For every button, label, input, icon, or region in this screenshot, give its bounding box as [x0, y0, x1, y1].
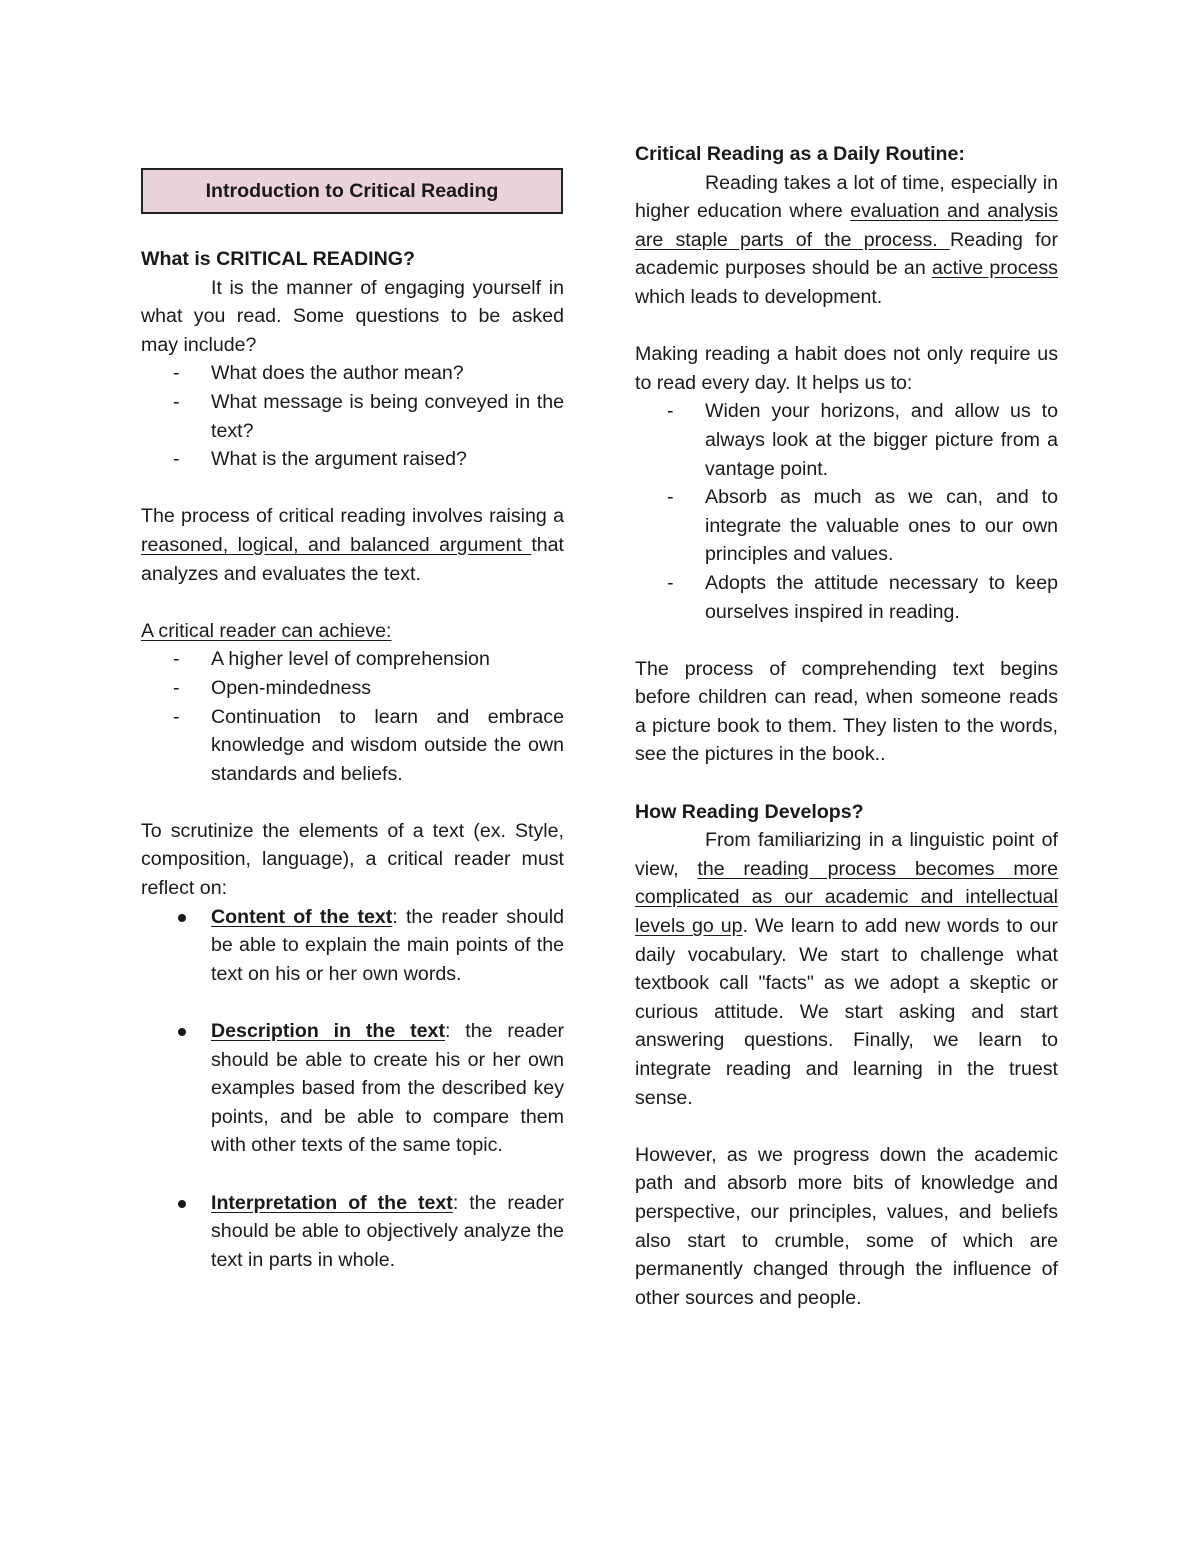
scrutinize-paragraph: To scrutinize the elements of a text (ex. Style, composition, language), a critical reader must reflect on:	[141, 819, 564, 900]
process-paragraph: The process of critical reading involves raising a reasoned, logical, and balanced argument that analyzes and evaluates the text.	[141, 505, 564, 585]
list-item: - What message is being conveyed in the text?	[173, 390, 564, 442]
list-item: - Open-mindedness	[173, 676, 372, 699]
bullet-icon	[178, 1200, 186, 1208]
habit-paragraph: Making reading a habit does not only require us to read every day. It helps us to:	[635, 343, 1058, 394]
list-item: - Adopts the attitude necessary to keep ourselves inspired in reading.	[667, 571, 1058, 623]
intro-paragraph: It is the manner of engaging yourself in what you read. Some questions to be asked may include?	[141, 276, 564, 356]
list-item: - Absorb as much as we can, and to integrate the valuable ones to our own principles and values.	[667, 486, 1058, 566]
habit-list	[635, 397, 1058, 626]
however-paragraph: However, as we progress down the academic path and absorb more bits of knowledge and perspective, our principles, values, and beliefs also start to crumble, some of which are permanently changed through the influence of other sources and people.	[635, 1143, 1058, 1309]
list-item: - A higher level of comprehension	[173, 648, 490, 671]
list-item: Description in the text: the reader should be able to create his or her own examples based from the described key points, and be able to compare them with other texts of the same topic.	[141, 1017, 564, 1160]
list-item: - What is the argument raised?	[173, 448, 467, 471]
section-heading-develops: How Reading Develops?	[635, 800, 864, 823]
section-heading-routine: Critical Reading as a Daily Routine:	[635, 143, 965, 165]
bullet-icon	[178, 1028, 186, 1036]
left-column	[141, 245, 564, 1274]
list-item: - What does the author mean?	[173, 362, 464, 385]
routine-paragraph: Reading takes a lot of time, especially in higher education where evaluation and analysis are staple parts of the process. Reading for academic purposes should be an active process which leads to development.	[635, 171, 1058, 308]
list-item: Interpretation of the text: the reader should be able to objectively analyze the text in parts in whole.	[141, 1189, 564, 1275]
title-box: Introduction to Critical Reading	[141, 168, 563, 214]
right-column	[635, 140, 1058, 1312]
list-item: - Continuation to learn and embrace knowledge and wisdom outside the own standards and beliefs.	[173, 705, 564, 785]
achieve-heading: A critical reader can achieve:	[141, 619, 392, 642]
develops-paragraph: From familiarizing in a linguistic point of view, the reading process becomes more complicated as our academic and intellectual levels go up. We learn to add new words to our daily vocabulary. We start to challenge what textbook call "facts" as we adopt a skeptic or curious attitude. We start asking and start answering questions. Finally, we learn to integrate reading and learning in the truest sense.	[635, 829, 1058, 1109]
list-item: Content of the text: the reader should be able to explain the main points of the text on his or her own words.	[141, 903, 564, 989]
bullet-icon	[178, 914, 186, 922]
list-item: - Widen your horizons, and allow us to always look at the bigger picture from a vantage point.	[667, 400, 1058, 480]
comprehend-paragraph: The process of comprehending text begins before children can read, when someone reads a picture book to them. They listen to the words, see the pictures in the book..	[635, 657, 1058, 766]
elements-list	[141, 903, 564, 1275]
question-list	[141, 359, 564, 473]
achieve-list	[141, 645, 564, 788]
section-heading-what-is: What is CRITICAL READING?	[141, 248, 415, 270]
